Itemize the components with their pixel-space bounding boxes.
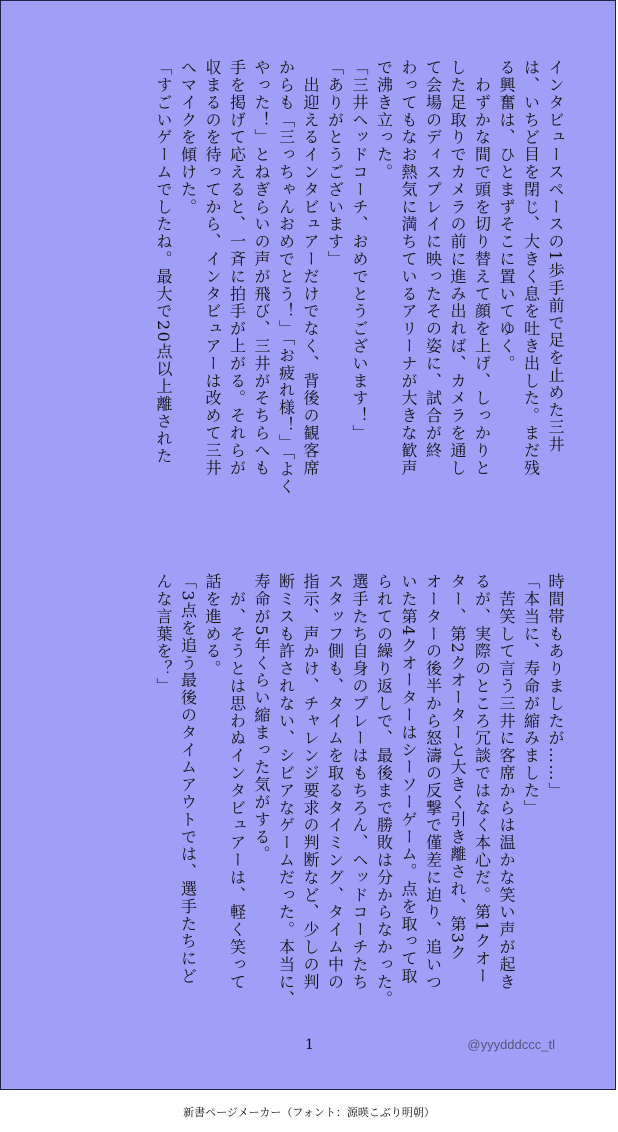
footer-caption: 新書ページメーカー（フォント：源暎こぶり明朝） bbox=[183, 1106, 435, 1119]
page-number: 1 bbox=[305, 1037, 314, 1053]
text-block-bottom: 時間帯もありましたが……」 「本当に、寿命が縮みました」 苦笑して言う三井に客席からは温かな笑い声が起き るが、実際のところ冗談ではなく本心だ。第1クオー ター、第2クオーターと大きく引き離され、第3ク オーターの後半から怒濤の反撃で僅差に迫り、追いつ いた第4クオーターはシーソーゲーム。点を取って取 られての繰り返しで、最後まで勝敗は分からなかった。 選手たち自身のプレーはもちろん、ヘッドコーチたち スタッフ側も、タイムを取るタイミング、タイム中の 指示、声かけ、チャレンジ要求の判断など、少しの判 断ミスも許されない、シビアなゲームだった。本当に、 寿命が5年くらい縮まった気がする。 が、そうとは思わぬインタビュアーは、軽く笑って 話を進める。 「3点を追う最後のタイムアウトでは、選手たちにど んな言葉を？」 bbox=[154, 573, 565, 1008]
text-block-top: インタビュースペースの1歩手前で足を止めた三井 は、いちど目を閉じ、大きく息を吐き出した。まだ残 る興奮は、ひとまずそこに置いてゆく。 わずかな間で頭を切り替えて顔を上げ、しっかりと した足取りでカメラの前に進み出れば、カメラを通し て会場のディスプレイに映ったその姿に、試合が終 わってもなお熱気に満ちているアリーナが大きな歓声 で沸き立った。 「三井ヘッドコーチ、おめでとうございます！」 「ありがとうございます」 出迎えるインタビュアーだけでなく、背後の観客席 からも「三っちゃんおめでとう！」「お疲れ様！」「よく やった！」とねぎらいの声が飛び、三井がそちらへも 手を掲げて応えると、一斉に拍手が上がる。それらが 収まるのを待ってから、インタビュアーは改めて三井 へマイクを傾けた。 「すごいゲームでしたね。最大で20点以上離された bbox=[154, 59, 565, 496]
author-credit: @yyydddccc_tl bbox=[467, 1037, 555, 1052]
